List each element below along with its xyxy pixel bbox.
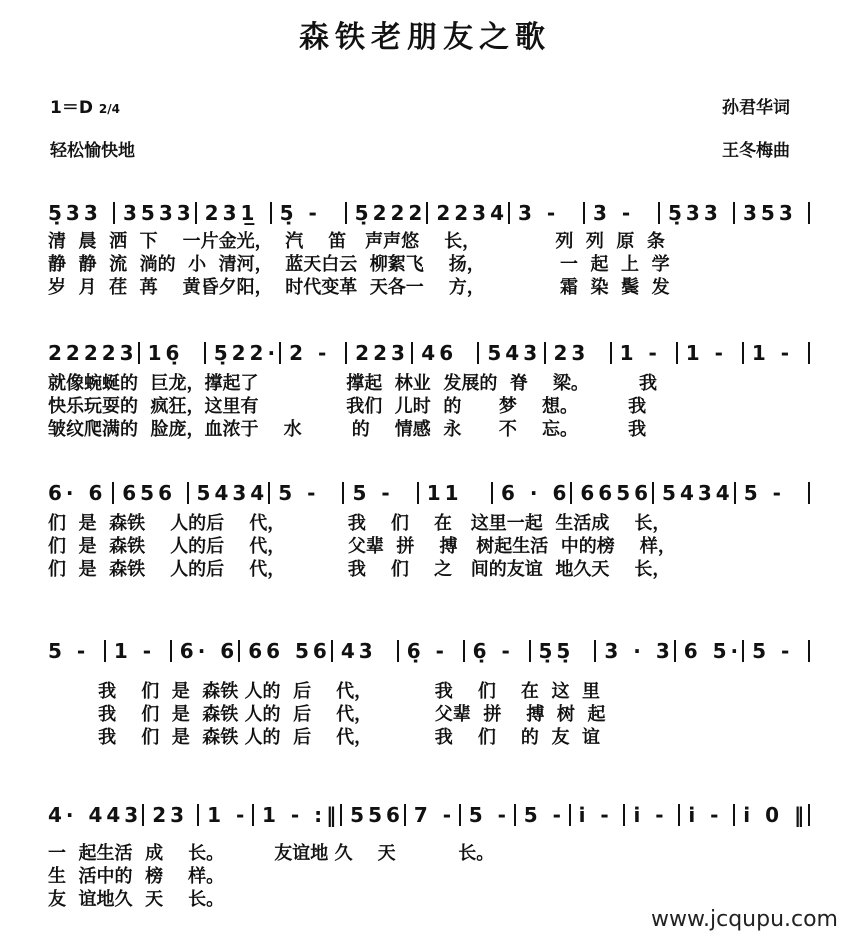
measure: 5 -	[752, 639, 794, 663]
lyrics-block	[48, 372, 657, 441]
measure: 43	[340, 639, 377, 663]
measure: 66 56	[248, 639, 331, 663]
measure: 3 · 3	[604, 639, 674, 663]
lyric-line-verse-2: 们 是 森铁 人的后 代， 父辈 拼 搏 树起生活 中的榜 样，	[48, 536, 676, 557]
measure: 6656	[580, 481, 653, 505]
bar-line	[808, 804, 810, 826]
measure: 5̣5̣	[538, 639, 575, 663]
lyric-line-verse-1: 们 是 森铁 人的后 代， 我 们 在 这里一起 生活成 长，	[48, 513, 671, 534]
measure: 2 -	[289, 341, 331, 365]
measure: 1 -	[751, 341, 794, 365]
measure: 5 -	[743, 481, 785, 505]
measure: 16̣	[147, 341, 184, 365]
measure: 5̣22·	[213, 341, 280, 365]
notation-row	[48, 198, 810, 228]
lyric-line-verse-3: 皱纹爬满的 脸庞，血浓于 水 的 情感 永 不 忘。 我	[48, 419, 647, 440]
measure: 3 -	[593, 201, 635, 225]
measure: 23	[152, 803, 189, 827]
measure: 11	[426, 481, 463, 505]
measure: 5434	[662, 481, 734, 505]
notation-row	[48, 636, 810, 666]
measure: 5 -	[352, 481, 394, 505]
measure: 5̣ -	[279, 201, 321, 225]
measure: 556	[350, 803, 404, 827]
measure: 223	[355, 341, 409, 365]
measure: 1 - :‖	[262, 803, 341, 827]
measure: 1 -	[619, 341, 661, 365]
key-signature	[50, 93, 120, 118]
composer: 王冬梅曲	[722, 141, 790, 161]
lyric-line-verse-2: 我 们 是 森铁 人的 后 代， 父辈 拼 搏 树 起	[48, 704, 606, 725]
measure: 46	[421, 341, 458, 365]
measure: 5 -	[278, 481, 320, 505]
measure: 23	[553, 341, 590, 365]
bar-line	[808, 482, 810, 504]
measure: 7 -	[413, 803, 456, 827]
lyric-line-verse-2: 快乐玩耍的 疯狂，这里有 我们 儿时 的 梦 想。 我	[48, 396, 647, 417]
measure: 6· 6	[48, 481, 107, 505]
measure: 543	[487, 341, 542, 365]
notation-row	[48, 800, 810, 830]
lyric-line-verse-1: 就像蜿蜒的 巨龙，撑起了 撑起 林业 发展的 脊 梁。 我	[48, 373, 658, 394]
measure: 5̣33	[668, 201, 722, 225]
measure: 231̲	[204, 201, 259, 225]
watermark: www.jcqupu.com	[651, 907, 838, 932]
bar-line	[808, 640, 810, 662]
lyric-line-verse-3: 岁 月 荏 苒 黄昏夕阳， 时代变革 天各一 方， 霜 染 鬓 发	[48, 277, 670, 298]
measure: 5̣33	[48, 201, 102, 225]
lyric-line-verse-3: 们 是 森铁 人的后 代， 我 们 之 间的友谊 地久天 长，	[48, 559, 671, 580]
measure: 4· 443	[48, 803, 143, 827]
measure: 6· 6	[179, 639, 239, 663]
lyric-line-verse-1: 清 晨 洒 下 一片金光， 汽 笛 声声悠 长， 列 列 原 条	[48, 231, 665, 252]
measure: 6 5·	[683, 639, 743, 663]
measure: 5 -	[523, 803, 565, 827]
lyric-line-verse-2: 静 静 流 淌的 小 清河， 蓝天白云 柳絮飞 扬， 一 起 上 学	[48, 254, 670, 275]
measure: 1 -	[685, 341, 727, 365]
measure: 22223	[48, 341, 138, 365]
lyrics-block	[48, 842, 494, 911]
notation-row	[48, 338, 810, 368]
tempo-marking: 轻松愉快地	[50, 141, 135, 161]
lyric-line-verse-1: 一 起生活 成 长。 友谊地 久 天 长。	[48, 843, 495, 864]
measure: 5 -	[468, 803, 510, 827]
lyricist: 孙君华词	[722, 98, 790, 118]
notation-row	[48, 478, 810, 508]
bar-line	[808, 202, 810, 224]
measure: 5 -	[48, 639, 90, 663]
lyric-line-verse-3: 友 谊地久 天 长。	[48, 889, 225, 910]
lyrics-block	[48, 230, 670, 299]
measure: 1 -	[207, 803, 249, 827]
lyric-line-verse-1: 我 们 是 森铁 人的 后 代， 我 们 在 这 里	[48, 681, 600, 702]
measure: i̇ -	[578, 803, 613, 827]
bar-line	[808, 342, 810, 364]
lyrics-block	[48, 680, 605, 749]
time-signature: 2/4	[98, 102, 120, 116]
measure: 6̣ -	[406, 639, 448, 663]
measure: 5434	[196, 481, 269, 505]
measure: 6̣ -	[472, 639, 514, 663]
measure: 656	[122, 481, 177, 505]
measure: i̇ 0 ‖	[743, 803, 808, 827]
measure: 3 -	[518, 201, 560, 225]
measure: i̇ -	[688, 803, 723, 827]
measure: i̇ -	[633, 803, 668, 827]
measure: 6 · 6	[501, 481, 571, 505]
measure: 353	[743, 201, 797, 225]
song-title: 森铁老朋友之歌	[299, 20, 551, 55]
measure: 3533	[123, 201, 195, 225]
key: 1＝D	[50, 98, 93, 118]
measure: 2234	[436, 201, 509, 225]
lyrics-block	[48, 512, 676, 581]
lyric-line-verse-3: 我 们 是 森铁 人的 后 代， 我 们 的 友 谊	[48, 727, 600, 748]
measure: 1 -	[113, 639, 156, 663]
measure: 5̣222	[354, 201, 427, 225]
lyric-line-verse-2: 生 活中的 榜 样。	[48, 866, 225, 887]
